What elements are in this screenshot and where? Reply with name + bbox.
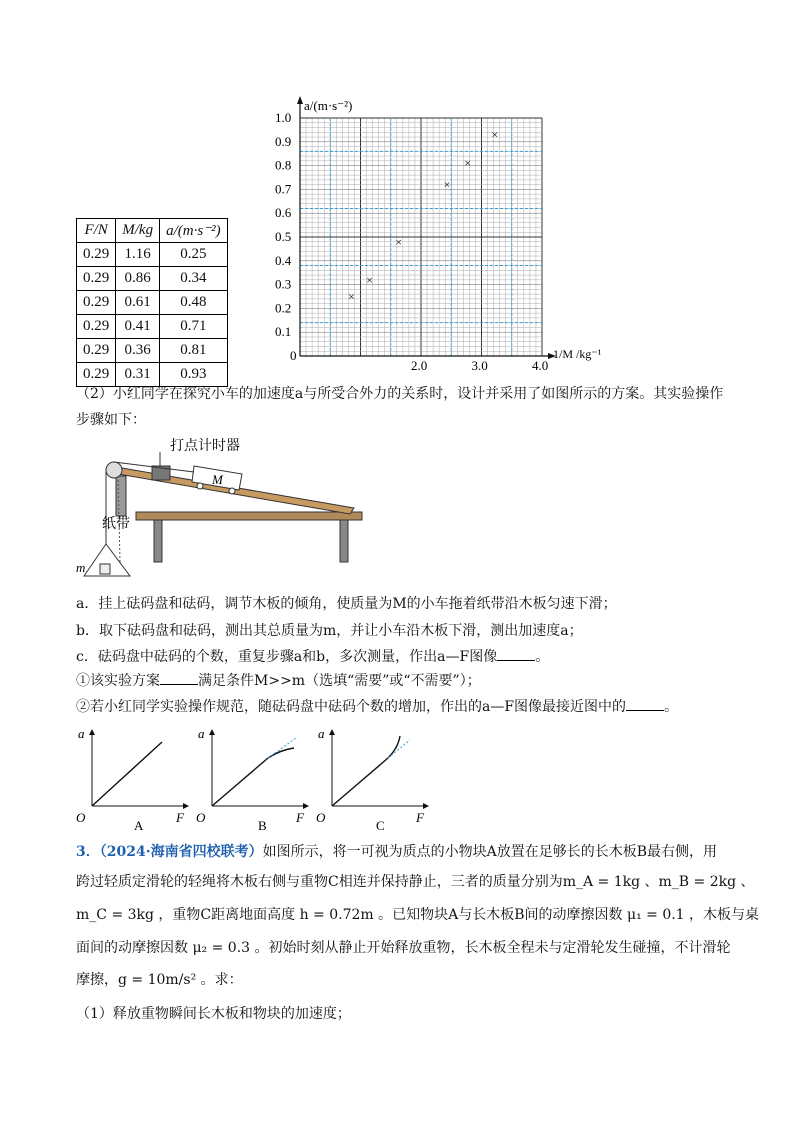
- step-c-end: 。: [535, 649, 550, 665]
- graph-A-letter: A: [134, 818, 144, 833]
- table-top: [136, 512, 362, 520]
- y-tick-label: 0.9: [275, 133, 292, 149]
- y-tick-label: 1.0: [275, 110, 292, 125]
- table-cell: 0.34: [160, 267, 228, 291]
- problem3-source: （2024·海南省四校联考）: [99, 844, 263, 860]
- graph-C-origin: O: [316, 810, 326, 825]
- mass-label: m: [76, 560, 86, 575]
- answer-blank[interactable]: [626, 696, 664, 711]
- table-row: [77, 291, 228, 315]
- step-b: b．取下砝码盘和砝码，测出其总质量为m，并让小车沿木板下滑，测出加速度a；: [76, 623, 583, 639]
- data-point: ×: [443, 177, 451, 192]
- graph-B-curve: [212, 748, 294, 806]
- question-1-start: ①该实验方案: [76, 673, 160, 689]
- data-point: ×: [464, 156, 471, 171]
- tape-label: 纸带: [102, 517, 130, 532]
- chart-origin-label: 0: [290, 348, 297, 363]
- table-cell: 1.16: [116, 243, 160, 267]
- table-row: [77, 363, 228, 387]
- problem3-sub1: （1）释放重物瞬间长木板和物块的加速度；: [76, 1006, 351, 1022]
- graph-C-letter: C: [376, 818, 385, 833]
- table-leg-left: [154, 520, 162, 562]
- x-tick-label: 3.0: [471, 358, 488, 370]
- graph-C: [316, 726, 426, 833]
- table-cell: 0.25: [160, 243, 228, 267]
- graph-C-y-label: a: [318, 726, 325, 741]
- part2-line1: （2）小红同学在探究小车的加速度a与所受合外力的关系时，设计并采用了如图所示的方案。其实验操作: [76, 386, 724, 402]
- table-cell: 0.41: [116, 315, 160, 339]
- step-a: a．挂上砝码盘和砝码，调节木板的倾角，使质量为M的小车拖着纸带沿木板匀速下滑；: [76, 596, 617, 612]
- step-c: c．砝码盘中砝码的个数，重复步骤a和b，多次测量，作出a—F图像: [76, 649, 498, 665]
- graph-B-y-label: a: [198, 726, 205, 741]
- graph-B-origin: O: [196, 810, 206, 825]
- mini-graphs: [70, 722, 450, 834]
- table-cell: 0.93: [160, 363, 228, 387]
- graph-C-curve: [332, 736, 400, 806]
- part2-line2: 步骤如下：: [76, 412, 146, 428]
- data-point: ×: [491, 127, 499, 142]
- x-tick-label: 4.0: [532, 358, 549, 370]
- scatter-chart: [270, 92, 610, 370]
- question-2-start: ②若小红同学实验操作规范，随砝码盘中砝码个数的增加，作出的a—F图像最接近图中的: [76, 699, 627, 715]
- data-point: ×: [395, 234, 403, 249]
- apparatus-figure: [74, 432, 374, 582]
- y-tick-label: 0.2: [275, 300, 292, 316]
- table-cell: 0.29: [77, 291, 116, 315]
- table-row: [77, 243, 228, 267]
- graph-A-y-label: a: [78, 726, 85, 741]
- chart-x-label: 1/M /kg⁻¹: [553, 347, 602, 361]
- question-2-end: 。: [664, 699, 679, 715]
- question-2-line: [76, 696, 678, 717]
- problem3-line3: m_C = 3kg ，重物C距离地面高度 h = 0.72m 。已知物块A与长木板B间的动摩擦因数 μ₁ = 0.1 ，木板与桌: [76, 907, 760, 923]
- graph-B: [196, 726, 306, 833]
- y-tick-label: 0.7: [275, 181, 292, 197]
- problem3-text1: 如图所示，将一可视为质点的小物块A放置在足够长的长木板B最右侧，用: [262, 844, 717, 860]
- pulley: [106, 462, 122, 478]
- y-tick-label: 0.8: [275, 157, 292, 173]
- problem3-line1: [76, 842, 717, 862]
- problem3-line5: 摩擦，g = 10m/s² 。求：: [76, 972, 243, 988]
- table-row: [77, 315, 228, 339]
- table-leg-right: [340, 520, 348, 562]
- table-cell: 0.81: [160, 339, 228, 363]
- graph-B-letter: B: [258, 818, 267, 833]
- table-cell: 0.29: [77, 339, 116, 363]
- graph-A-origin: O: [76, 810, 86, 825]
- timer-label: 打点计时器: [170, 439, 240, 454]
- problem3-number: 3．: [76, 844, 100, 860]
- data-point: ×: [348, 289, 355, 304]
- y-tick-label: 0.3: [275, 276, 292, 292]
- answer-blank[interactable]: [497, 646, 535, 661]
- table-header-row: [77, 219, 228, 243]
- weight-block: [100, 564, 110, 574]
- table-cell: 0.36: [116, 339, 160, 363]
- table-cell: 0.86: [116, 267, 160, 291]
- y-tick-label: 0.4: [275, 252, 292, 268]
- y-tick-label: 0.5: [275, 229, 292, 244]
- x-tick-label: 2.0: [411, 358, 428, 370]
- table-header-a: a/(m·s⁻²): [160, 219, 228, 243]
- table-cell: 0.61: [116, 291, 160, 315]
- y-tick-label: 0.6: [275, 205, 292, 221]
- pulley-post: [116, 476, 126, 516]
- table-cell: 0.29: [77, 267, 116, 291]
- table-cell: 0.29: [77, 363, 116, 387]
- data-table: [76, 218, 228, 387]
- y-tick-label: 0.1: [275, 324, 292, 340]
- step-c-line: [76, 646, 549, 667]
- graph-B-x-label: F: [296, 810, 304, 825]
- chart-y-label: a/(m·s⁻²): [304, 98, 353, 113]
- data-point: ×: [366, 272, 373, 287]
- problem3-line2: 跨过轻质定滑轮的轻绳将木板右侧与重物C相连并保持静止，三者的质量分别为m_A = 1kg 、m_B = 2kg 、: [76, 874, 755, 890]
- table-row: [77, 339, 228, 363]
- table-header-M: M/kg: [116, 219, 160, 243]
- graph-A-x-label: F: [176, 810, 184, 825]
- question-1-end: 满足条件M>>m（选填“需要”或“不需要”）；: [198, 673, 481, 689]
- problem3-line4: 面间的动摩擦因数 μ₂ = 0.3 。初始时刻从静止开始释放重物，长木板全程未与定滑轮发生碰撞，不计滑轮: [76, 940, 731, 956]
- graph-C-x-label: F: [416, 810, 424, 825]
- answer-blank[interactable]: [160, 670, 198, 685]
- table-cell: 0.71: [160, 315, 228, 339]
- table-header-F: F/N: [77, 219, 116, 243]
- graph-A-line: [92, 742, 162, 806]
- cart-label: M: [212, 472, 223, 487]
- graph-A: [76, 726, 186, 833]
- table-cell: 0.31: [116, 363, 160, 387]
- table-row: [77, 267, 228, 291]
- table-cell: 0.29: [77, 315, 116, 339]
- table-cell: 0.29: [77, 243, 116, 267]
- table-cell: 0.48: [160, 291, 228, 315]
- question-1-line: [76, 670, 481, 691]
